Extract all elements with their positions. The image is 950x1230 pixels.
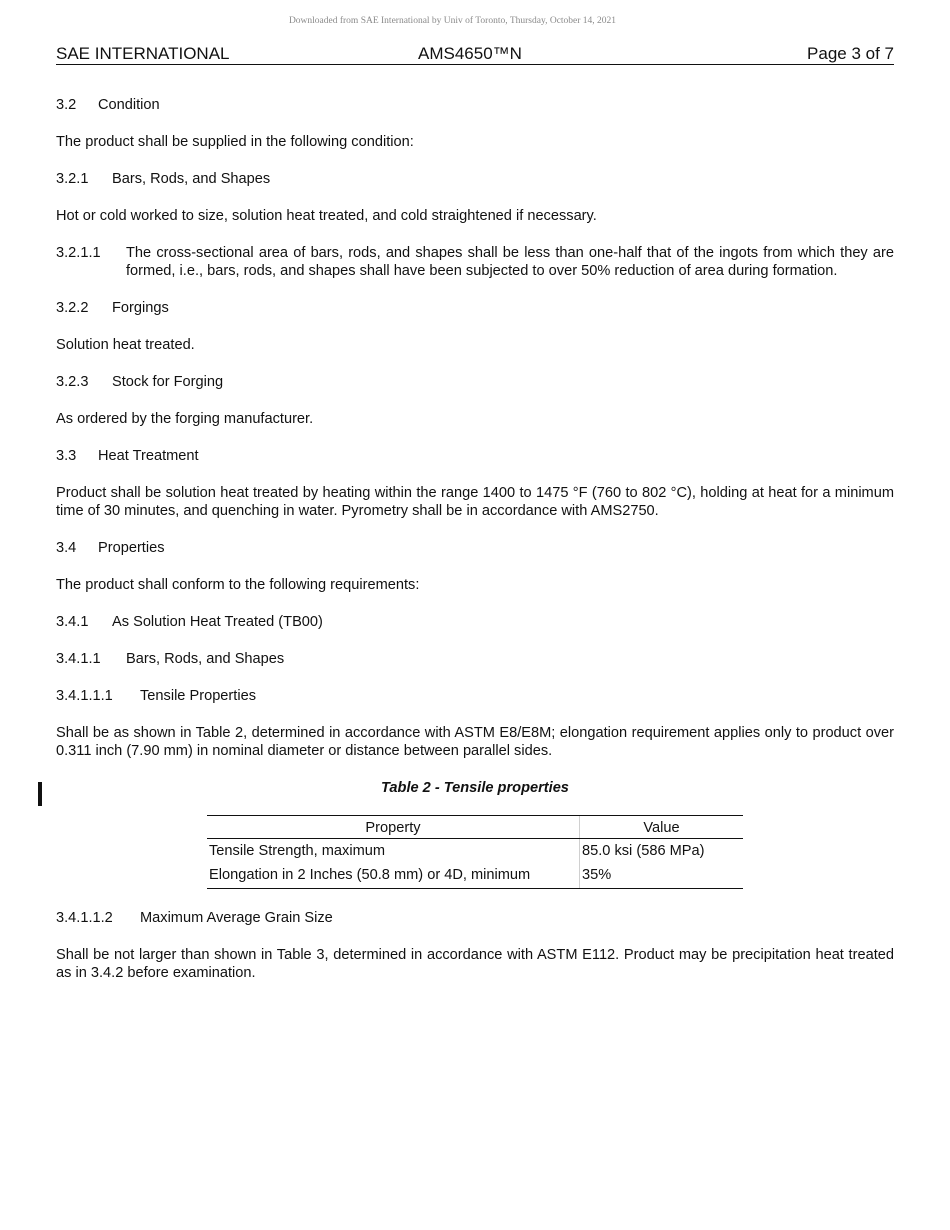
column-header-value: Value [580, 816, 744, 839]
section-number: 3.4 [56, 540, 77, 556]
section-title: Properties [98, 540, 165, 556]
section-heading-3-2-1 [56, 170, 894, 188]
section-number: 3.2.1.1 [56, 245, 101, 261]
section-heading-3-4 [56, 539, 894, 557]
section-heading-3-4-1-1-1 [56, 687, 894, 705]
section-heading-3-3 [56, 447, 894, 465]
section-title: Bars, Rods, and Shapes [126, 651, 285, 667]
section-heading-3-2-2 [56, 299, 894, 317]
section-title: Tensile Properties [140, 688, 256, 704]
section-title: Heat Treatment [98, 448, 199, 464]
section-heading-3-4-1 [56, 613, 894, 631]
column-header-property: Property [207, 816, 580, 839]
section-number: 3.2.1 [56, 171, 89, 187]
section-title: Stock for Forging [112, 374, 224, 390]
section-number: 3.4.1.1.2 [56, 910, 113, 926]
section-heading-3-4-1-1-2 [56, 909, 894, 927]
table-cell-property: Tensile Strength, maximum [209, 843, 386, 859]
section-title: Forgings [112, 300, 169, 316]
paragraph-3-2-1-1: The cross-sectional area of bars, rods, and shapes shall be less than one-half that of the ingots from which they are formed, i.e., bars, rods, and shapes shall have been subjected to over 50% reduction of area during formation. [126, 245, 894, 279]
paragraph-3-2-3: As ordered by the forging manufacturer. [56, 411, 314, 427]
section-title: Condition [98, 97, 160, 113]
section-number: 3.4.1.1.1 [56, 688, 113, 704]
header-document-number: AMS4650™N [418, 44, 522, 63]
paragraph-3-2-1: Hot or cold worked to size, solution heat treated, and cold straightened if necessary. [56, 208, 597, 224]
table-header-row [207, 816, 743, 839]
header-organization: SAE INTERNATIONAL [56, 44, 230, 63]
paragraph-3-4-1-1-2: Shall be not larger than shown in Table 3, determined in accordance with ASTM E112. Product may be precipitation heat treated as in 3.4.2 before examination. [56, 947, 894, 981]
section-number: 3.3 [56, 448, 77, 464]
paragraph-3-4: The product shall conform to the following requirements: [56, 577, 420, 593]
page-header [56, 44, 894, 65]
download-notice: Downloaded from SAE International by Univ of Toronto, Thursday, October 14, 2021 [288, 16, 617, 26]
section-title: Maximum Average Grain Size [140, 910, 333, 926]
tensile-properties-table [207, 815, 743, 889]
paragraph-3-2-2: Solution heat treated. [56, 337, 195, 353]
section-heading-3-2 [56, 96, 894, 114]
section-3-2-1-1 [56, 244, 894, 280]
section-title: As Solution Heat Treated (TB00) [112, 614, 323, 630]
paragraph-3-4-1-1-1: Shall be as shown in Table 2, determined in accordance with ASTM E8/E8M; elongation requirement applies only to product over 0.311 inch (7.90 mm) in nominal diameter or distance between parallel sides. [56, 725, 894, 759]
table-cell-value: 85.0 ksi (586 MPa) [580, 839, 744, 864]
revision-change-bar [38, 782, 42, 806]
paragraph-3-3: Product shall be solution heat treated by heating within the range 1400 to 1475 °F (760 to 802 °C), holding at heat for a minimum time of 30 minutes, and quenching in water. Pyrometry shall be in accordance with AMS2750. [56, 485, 894, 519]
section-number: 3.4.1 [56, 614, 89, 630]
document-body [56, 96, 894, 1001]
section-heading-3-4-1-1 [56, 650, 894, 668]
table-cell-value: 35% [580, 863, 744, 889]
table-2-caption: Table 2 - Tensile properties [381, 780, 569, 796]
header-page-number: Page 3 of 7 [807, 44, 894, 63]
table-cell-property: Elongation in 2 Inches (50.8 mm) or 4D, minimum [207, 863, 580, 889]
table-row [207, 839, 743, 864]
section-title: Bars, Rods, and Shapes [112, 171, 271, 187]
paragraph-3-2: The product shall be supplied in the following condition: [56, 134, 414, 150]
section-number: 3.2.2 [56, 300, 89, 316]
section-number: 3.2 [56, 97, 77, 113]
section-heading-3-2-3 [56, 373, 894, 391]
table-row [207, 863, 743, 889]
section-number: 3.2.3 [56, 374, 89, 390]
section-number: 3.4.1.1 [56, 651, 101, 667]
